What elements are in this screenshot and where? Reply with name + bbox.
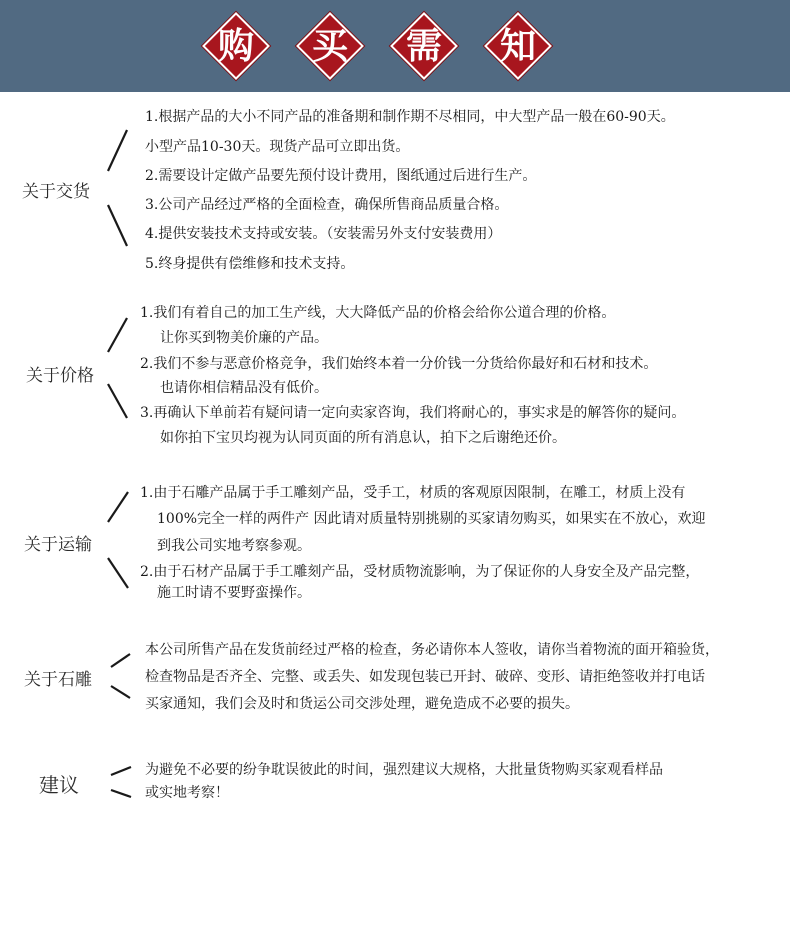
price-line-2: 让你买到物美价廉的产品。 <box>160 330 328 346</box>
price-line-6: 如你拍下宝贝均视为认同页面的所有消息认，拍下之后谢绝还价。 <box>160 430 566 446</box>
carving-line-1: 本公司所售产品在发货前经过严格的检查，务必请你本人签收，请你当着物流的面开箱验货， <box>145 642 719 658</box>
carving-line-2: 检查物品是否齐全、完整、或丢失、如发现包装已开封、破碎、变形、请拒绝签收并打电话 <box>145 669 705 685</box>
shipping-line-4: 2.由于石材产品属于手工雕刻产品，受材质物流影响，为了保证你的人身安全及产品完整， <box>140 564 700 580</box>
price-line-1: 1.我们有着自己的加工生产线，大大降低产品的价格会给你公道合理的价格。 <box>140 305 616 321</box>
shipping-line-5: 施工时请不要野蛮操作。 <box>157 585 311 601</box>
suggestion-line-2: 或实地考察！ <box>145 785 229 801</box>
price-line-3: 2.我们不参与恶意价格竞争，我们始终本着一分价钱一分货给你最好和石材和技术。 <box>140 356 658 372</box>
section-label-delivery: 关于交货 <box>22 182 90 202</box>
title-char: 知 <box>499 25 536 67</box>
title-char: 需 <box>405 25 442 67</box>
delivery-line-4: 3.公司产品经过严格的全面检查，确保所售商品质量合格。 <box>145 197 509 213</box>
shipping-line-1: 1.由于石雕产品属于手工雕刻产品，受手工，材质的客观原因限制，在雕工，材质上没有 <box>140 485 686 501</box>
delivery-line-2: 小型产品10-30天。现货产品可立即出货。 <box>145 139 410 155</box>
delivery-line-3: 2.需要设计定做产品要先预付设计费用，图纸通过后进行生产。 <box>145 168 537 184</box>
shipping-line-2: 100%完全一样的两件产 因此请对质量特别挑剔的买家请勿购买，如果实在不放心，欢迎 <box>157 511 706 527</box>
section-label-stone-carving: 关于石雕 <box>24 670 92 690</box>
delivery-line-6: 5.终身提供有偿维修和技术支持。 <box>145 256 355 272</box>
section-label-suggestion: 建议 <box>39 773 79 797</box>
suggestion-line-1: 为避免不必要的纷争耽误彼此的时间，强烈建议大规格，大批量货物购买家观看样品 <box>145 762 663 778</box>
section-label-price: 关于价格 <box>26 366 94 386</box>
price-line-5: 3.再确认下单前若有疑问请一定向卖家咨询，我们将耐心的，事实求是的解答你的疑问。 <box>140 405 686 421</box>
shipping-line-3: 到我公司实地考察参观。 <box>157 538 311 554</box>
price-line-4: 也请你相信精品没有低价。 <box>160 380 328 396</box>
delivery-line-5: 4.提供安装技术支持或安装。（安装需另外支付安装费用） <box>145 226 502 242</box>
carving-line-3: 买家通知，我们会及时和货运公司交涉处理，避免造成不必要的损失。 <box>145 696 579 712</box>
section-label-shipping: 关于运输 <box>24 535 92 555</box>
title-char: 购 <box>217 25 254 67</box>
title-char: 买 <box>311 25 348 67</box>
delivery-line-1: 1.根据产品的大小不同产品的准备期和制作期不尽相同，中大型产品一般在60-90天。 <box>145 109 675 125</box>
